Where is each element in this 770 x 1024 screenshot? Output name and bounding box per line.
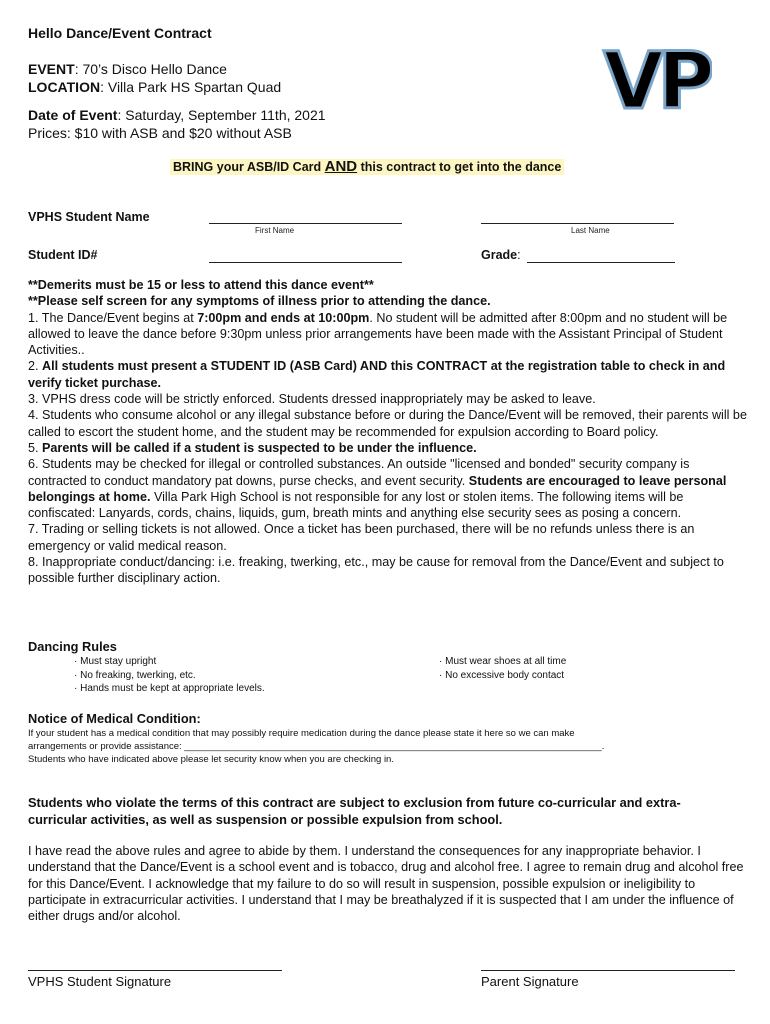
violation-notice: Students who violate the terms of this contract are subject to exclusion from future co-curricular and extra-curricular activities, as well as suspension or possible expulsion from school. xyxy=(28,795,681,827)
event-value: : 70’s Disco Hello Dance xyxy=(74,61,227,77)
medical-line-3: Students who have indicated above please let security know when you are checking in. xyxy=(28,754,394,765)
rule-7: 7. Trading or selling tickets is not allowed. Once a ticket has been purchased, there will be no refunds unless there is an emergency or valid medical reason. xyxy=(28,522,695,553)
dancing-rule: · No excessive body contact xyxy=(439,669,566,683)
dancing-rules-right xyxy=(439,655,566,682)
parent-signature-line[interactable] xyxy=(481,970,735,971)
date-value: : Saturday, September 11th, 2021 xyxy=(117,107,326,123)
school-logo xyxy=(600,38,712,120)
agreement-text: I have read the above rules and agree to abide by them. I understand the consequences for any inappropriate behavior. I understand that the Dance/Event is a school event and is tobacco, drug and alcohol free. I agree to remain drug and alcohol free for this Dance/Event. I acknowledge that my failure to do so will result in suspension, possible expulsion or ineligibility to participate in extracurricular activities. I understand that I may be breathalyzed if it is suspected that I am under the influence of either drugs and/or alcohol. xyxy=(28,844,744,924)
self-screen-rule: **Please self screen for any symptoms of illness prior to attending the dance. xyxy=(28,294,491,309)
medical-heading: Notice of Medical Condition: xyxy=(28,711,201,726)
medical-text xyxy=(28,727,753,766)
parent-signature-label: Parent Signature xyxy=(481,974,579,989)
date-label: Date of Event xyxy=(28,107,118,123)
notice-and: AND xyxy=(324,158,358,175)
prices-line: Prices: $10 with ASB and $20 without ASB xyxy=(28,125,292,141)
event-line xyxy=(28,61,227,78)
medical-line-1: If your student has a medical condition that may possibly require medication during the dance please state it here so we can make xyxy=(28,728,575,739)
page-title: Hello Dance/Event Contract xyxy=(28,25,212,41)
first-name-field[interactable] xyxy=(209,210,402,224)
notice-part1: BRING your ASB/ID Card xyxy=(173,160,325,174)
first-name-caption: First Name xyxy=(255,226,295,235)
dancing-rule: · Must wear shoes at all time xyxy=(439,655,566,669)
location-label: LOCATION xyxy=(28,79,101,95)
grade-label-wrap xyxy=(481,248,521,262)
demerits-rule: **Demerits must be 15 or less to attend this dance event** xyxy=(28,278,374,292)
rule-5: 5. Parents will be called if a student is suspected to be under the influence. xyxy=(28,440,477,455)
dancing-rules-left xyxy=(74,655,265,696)
student-id-label: Student ID# xyxy=(28,248,98,262)
notice-part2: this contract to get into the dance xyxy=(357,160,562,174)
grade-label: Grade xyxy=(481,248,518,262)
location-line xyxy=(28,79,281,96)
grade-field[interactable] xyxy=(527,249,675,263)
rule-4: 4. Students who consume alcohol or any illegal substance before or during the Dance/Event will be removed, their parents will be called to escort the student home, and the student may be recommended for expulsion according to Board policy. xyxy=(28,408,747,439)
logo-text: VP xyxy=(603,38,709,120)
rule-3: 3. VPHS dress code will be strictly enforced. Students dressed inappropriately may be asked to leave. xyxy=(28,392,596,407)
last-name-caption: Last Name xyxy=(571,226,610,235)
rule-8: 8. Inappropriate conduct/dancing: i.e. freaking, twerking, etc., may be cause for removal from the Dance/Event and subject to possible further disciplinary action. xyxy=(28,555,724,586)
rule-1: 1. The Dance/Event begins at 7:00pm and ends at 10:00pm. No student will be admitted after 8:00pm and no student will be allowed to leave the dance before 9:30pm unless prior arrangements have been made with the Assistant Principal of Student Activities.. xyxy=(28,310,728,358)
student-id-field[interactable] xyxy=(209,249,402,263)
date-line xyxy=(28,107,326,124)
rules-section xyxy=(28,277,750,587)
student-signature-line[interactable] xyxy=(28,970,282,971)
dancing-rule: · Must stay upright xyxy=(74,655,265,669)
medical-line-2[interactable]: arrangements or provide assistance: _______________________________________________________________________________. xyxy=(28,741,605,752)
rule-6: 6. Students may be checked for illegal or controlled substances. An outside "licensed and bonded" security company is contracted to conduct mandatory pat downs, purse checks, and event security. Students are encouraged to leave personal belongings at home. Villa Park High School is not responsible for any lost or stolen items. The following items will be confiscated: Lanyards, cords, chains, liquids, gum, breath mints and anything else security sees as posing a concern. xyxy=(28,457,727,521)
student-signature-label: VPHS Student Signature xyxy=(28,974,172,989)
last-name-field[interactable] xyxy=(481,210,674,224)
grade-colon: : xyxy=(517,248,521,262)
dancing-rule: · No freaking, twerking, etc. xyxy=(74,669,265,683)
rule-2: 2. All students must present a STUDENT ID (ASB Card) AND this CONTRACT at the registration table to check in and verify ticket purchase. xyxy=(28,359,726,390)
location-value: : Villa Park HS Spartan Quad xyxy=(100,79,282,95)
student-name-label: VPHS Student Name xyxy=(28,210,150,224)
dancing-rule: · Hands must be kept at appropriate levels. xyxy=(74,682,265,696)
dancing-rules-heading: Dancing Rules xyxy=(28,639,117,654)
event-label: EVENT xyxy=(28,61,75,77)
bring-notice xyxy=(170,158,564,176)
